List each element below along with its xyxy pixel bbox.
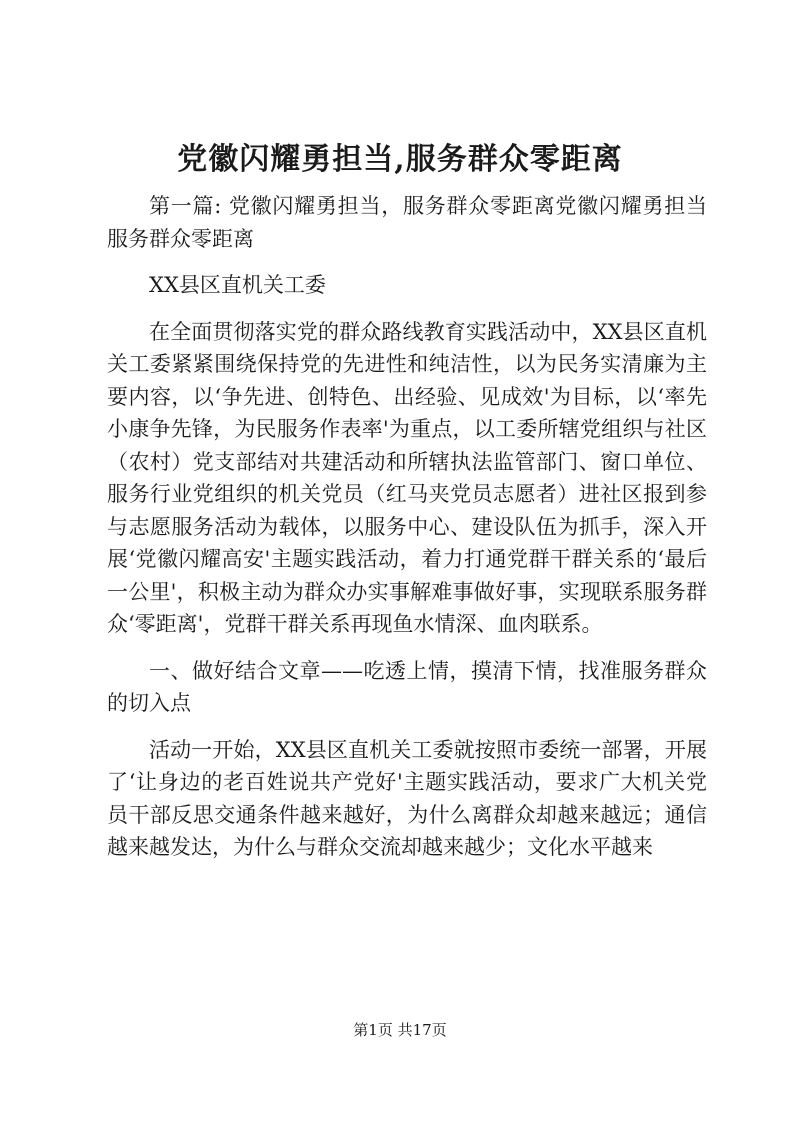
paragraph-main: 在全面贯彻落实党的群众路线教育实践活动中，XX县区直机关工委紧紧围绕保持党的先进性和纯洁性，以为民务实清廉为主要内容，以‘争先进、创特色、出经验、见成效'为目标，以‘率先小康争先锋，为民服务作表率'为重点，以工委所辖党组织与社区（农村）党支部结对共建活动和所辖执法监管部门、窗口单位、服务行业党组织的机关党员（红马夹党员志愿者）进社区报到参与志愿服务活动为载体，以服务中心、建设队伍为抓手，深入开展‘党徽闪耀高安'主题实践活动，着力打通党群干群关系的‘最后一公里'，积极主动为群众办实事解难事做好事，实现联系服务群众‘零距离'，党群干群关系再现鱼水情深、血肉联系。 xyxy=(107,319,707,636)
paragraph-organization: XX县区直机关工委 xyxy=(149,273,326,297)
paragraph-section-heading: 一、做好结合文章——吃透上情，摸清下情，找准服务群众的切入点 xyxy=(107,658,707,715)
paragraph-activity: 活动一开始，XX县区直机关工委就按照市委统一部署，开展了‘让身边的老百姓说共产党好'主题实践活动，要求广大机关党员干部反思交通条件越来越好，为什么离群众却越来越远；通信越来越发达，为什么与群众交流却越来越少；文化水平越来 xyxy=(107,737,707,859)
paragraph-intro: 第一篇: 党徽闪耀勇担当，服务群众零距离党徽闪耀勇担当服务群众零距离 xyxy=(107,194,707,251)
page-footer: 第1页 共17页 xyxy=(353,1021,447,1039)
document-title: 党徽闪耀勇担当,服务群众零距离 xyxy=(177,142,623,177)
document-body xyxy=(107,190,707,878)
